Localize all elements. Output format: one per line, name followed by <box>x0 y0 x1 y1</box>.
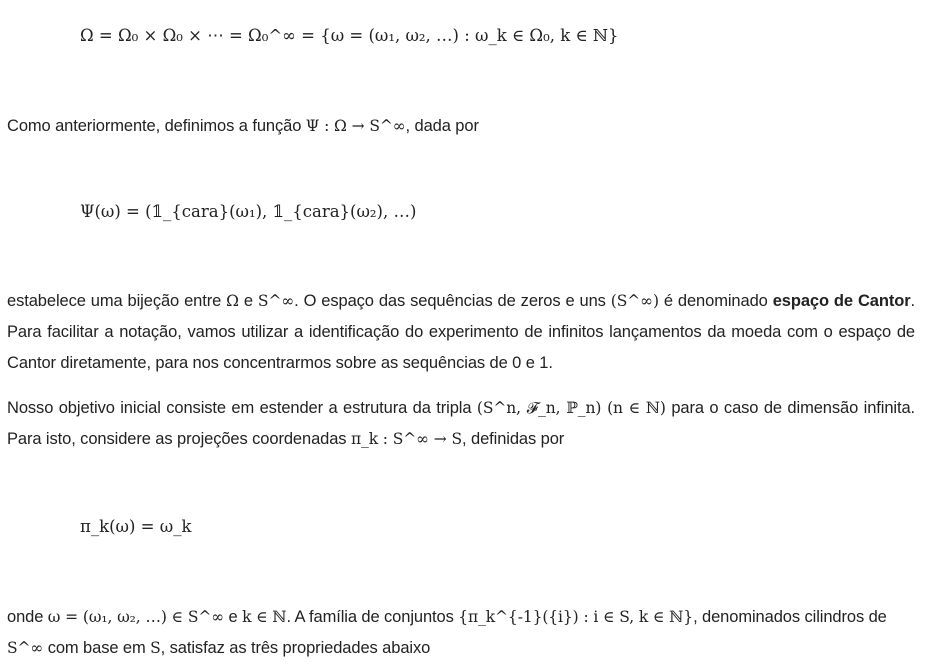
para4-text-5: com base em <box>43 639 151 657</box>
para3-text-1: Nosso objetivo inicial consiste em estender a estrutura da tripla <box>7 399 477 417</box>
para3-math-triple: (S^n, 𝓕_n, ℙ_n) (n ∈ ℕ) <box>476 399 666 417</box>
para4-text-3: . A família de conjuntos <box>286 608 459 626</box>
para2-text-3: . O espaço das sequências de zeros e uns <box>294 292 611 310</box>
para4-math-omega-seq: ω = (ω₁, ω₂, …) ∈ S^∞ <box>47 608 225 626</box>
para1-text-before: Como anteriormente, definimos a função <box>7 117 306 135</box>
para4-math-s-infinity: S^∞ <box>7 639 44 657</box>
equation-pi-math: π_k(ω) = ω_k <box>80 517 192 536</box>
para1-text-after: , dada por <box>405 117 479 135</box>
paragraph-cylinders <box>7 602 915 664</box>
para4-text-6: , satisfaz as três propriedades abaixo <box>160 639 431 657</box>
para2-text-2: e <box>238 292 258 310</box>
para2-math-s-infinity: S^∞ <box>257 292 295 310</box>
para2-math-omega: Ω <box>226 292 239 310</box>
paragraph-intro <box>7 111 915 142</box>
equation-pi <box>80 517 191 536</box>
para3-math-projection: π_k : S^∞ → S <box>350 430 463 448</box>
paragraph-bijection <box>7 286 915 379</box>
para2-text-5: . Para facilitar a notação, vamos utilizar a identificação do experimento de infinitos lançamentos da moeda com o espaço de Cantor diretamente, para nos concentrarmos sobre as sequências de 0 e 1. <box>7 292 915 372</box>
para4-math-cylinder-family: {π_k^{-1}({i}) : i ∈ S, k ∈ ℕ} <box>458 608 694 626</box>
equation-omega <box>80 26 619 45</box>
equation-psi <box>80 202 416 221</box>
equation-psi-math: Ψ(ω) = (𝟙_{cara}(ω₁), 𝟙_{cara}(ω₂), …) <box>80 202 417 221</box>
para4-math-k-in-n: k ∈ ℕ <box>242 608 287 626</box>
para1-math-psi-map: Ψ : Ω → S^∞ <box>305 117 406 135</box>
para3-text-2: para o caso de dimensão infinita. Para isto, considere as projeções coordenadas <box>7 399 916 448</box>
para2-text-4: é denominado <box>658 292 773 310</box>
para3-text-3: , definidas por <box>462 430 565 448</box>
para4-text-2: e <box>224 608 243 626</box>
para2-text-1: estabelece uma bijeção entre <box>7 292 227 310</box>
para2-math-s-infinity-paren: (S^∞) <box>610 292 659 310</box>
term-cantor-space: espaço de Cantor <box>772 292 911 310</box>
para4-math-s: S <box>150 639 161 657</box>
paragraph-objective <box>7 393 915 455</box>
equation-omega-math: Ω = Ω₀ × Ω₀ × ⋯ = Ω₀^∞ = {ω = (ω₁, ω₂, …) : ω_k ∈ Ω₀, k ∈ ℕ} <box>80 26 619 45</box>
para4-text-4: , denominados cilindros de <box>693 608 887 626</box>
para4-text-1: onde <box>7 608 48 626</box>
